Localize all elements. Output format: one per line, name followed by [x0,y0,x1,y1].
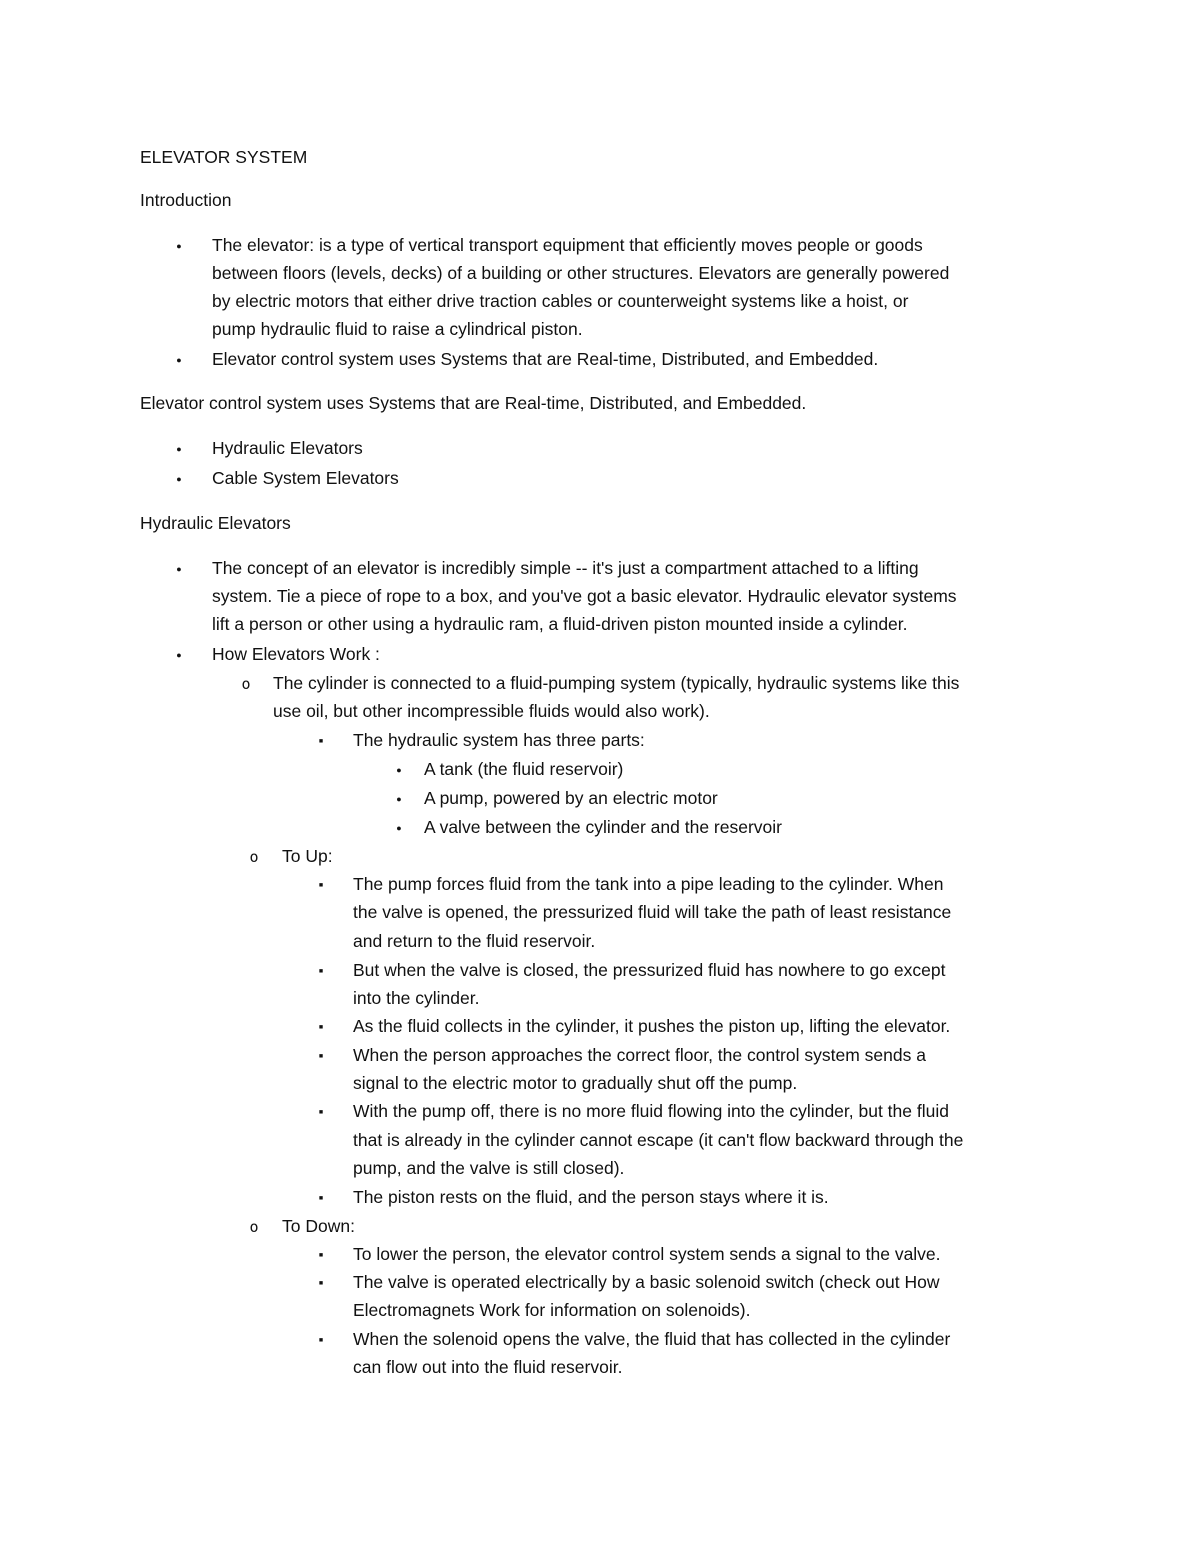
to-up-line: and return to the fluid reservoir. [353,931,596,951]
bullet-icon [173,640,185,669]
bullet-icon [393,755,405,784]
list-item-line: lift a person or other using a hydraulic ram, a fluid-driven piston mounted inside a cylinder. [212,614,908,634]
list-item-line: system. Tie a piece of rope to a box, and you've got a basic elevator. Hydraulic elevator systems [212,586,957,606]
list-item-line: pump hydraulic fluid to raise a cylindrical piston. [212,319,583,339]
section-heading-introduction: Introduction [140,190,232,210]
square-bullet-icon [315,870,327,900]
bullet-icon [393,784,405,813]
square-bullet-icon [315,1183,327,1213]
to-up-line: As the fluid collects in the cylinder, it pushes the piston up, lifting the elevator. [353,1016,951,1036]
bullet-icon [393,813,405,842]
to-up-line: pump, and the valve is still closed). [353,1158,625,1178]
to-up-line: The pump forces fluid from the tank into a pipe leading to the cylinder. When [353,874,944,894]
list-item-line: The concept of an elevator is incredibly simple -- it's just a compartment attached to a lifting [212,558,919,578]
bullet-icon [173,231,185,260]
sublist-item-line: use oil, but other incompressible fluids would also work). [273,701,710,721]
list-item-type: Hydraulic Elevators [212,438,363,458]
to-down-line: When the solenoid opens the valve, the fluid that has collected in the cylinder [353,1329,951,1349]
square-bullet-icon [315,1012,327,1042]
square-bullet-icon [315,1325,327,1355]
sublist-item-to-down: To Down: [282,1216,355,1236]
list-item-line: Elevator control system uses Systems that are Real-time, Distributed, and Embedded. [212,349,879,369]
bullet-icon [173,554,185,583]
body-paragraph: Elevator control system uses Systems that are Real-time, Distributed, and Embedded. [140,393,807,413]
part-item: A valve between the cylinder and the reservoir [424,817,782,837]
to-up-line: But when the valve is closed, the pressurized fluid has nowhere to go except [353,960,946,980]
list-item-line: by electric motors that either drive traction cables or counterweight systems like a hoist, or [212,291,909,311]
to-down-line: To lower the person, the elevator control system sends a signal to the valve. [353,1244,941,1264]
sublist-item-to-up: To Up: [282,846,333,866]
to-down-line: can flow out into the fluid reservoir. [353,1357,623,1377]
circle-bullet-icon [248,1212,260,1241]
document-title: ELEVATOR SYSTEM [140,147,308,167]
bullet-icon [173,434,185,463]
list-item-line: The elevator: is a type of vertical transport equipment that efficiently moves people or goods [212,235,923,255]
to-down-line: The valve is operated electrically by a basic solenoid switch (check out How [353,1272,940,1292]
bullet-icon [173,464,185,493]
square-bullet-icon [315,1041,327,1071]
square-bullet-icon [315,956,327,986]
square-bullet-icon [315,1240,327,1270]
square-bullet-icon [315,726,327,756]
section-heading-hydraulic: Hydraulic Elevators [140,513,291,533]
list-item-how-work: How Elevators Work : [212,644,380,664]
bullet-icon [173,345,185,374]
to-up-line: into the cylinder. [353,988,480,1008]
sub-sublist-item: The hydraulic system has three parts: [353,730,645,750]
to-up-line: that is already in the cylinder cannot escape (it can't flow backward through the [353,1130,964,1150]
to-down-line: Electromagnets Work for information on solenoids). [353,1300,751,1320]
to-up-line: When the person approaches the correct floor, the control system sends a [353,1045,926,1065]
circle-bullet-icon [248,842,260,871]
sublist-item-line: The cylinder is connected to a fluid-pumping system (typically, hydraulic systems like this [273,673,960,693]
part-item: A tank (the fluid reservoir) [424,759,624,779]
list-item-line: between floors (levels, decks) of a building or other structures. Elevators are generally powered [212,263,950,283]
to-up-line: The piston rests on the fluid, and the person stays where it is. [353,1187,829,1207]
to-up-line: With the pump off, there is no more fluid flowing into the cylinder, but the fluid [353,1101,949,1121]
square-bullet-icon [315,1097,327,1127]
to-up-line: signal to the electric motor to gradually shut off the pump. [353,1073,798,1093]
to-up-line: the valve is opened, the pressurized fluid will take the path of least resistance [353,902,952,922]
list-item-type: Cable System Elevators [212,468,399,488]
square-bullet-icon [315,1268,327,1298]
circle-bullet-icon [240,669,252,698]
part-item: A pump, powered by an electric motor [424,788,718,808]
